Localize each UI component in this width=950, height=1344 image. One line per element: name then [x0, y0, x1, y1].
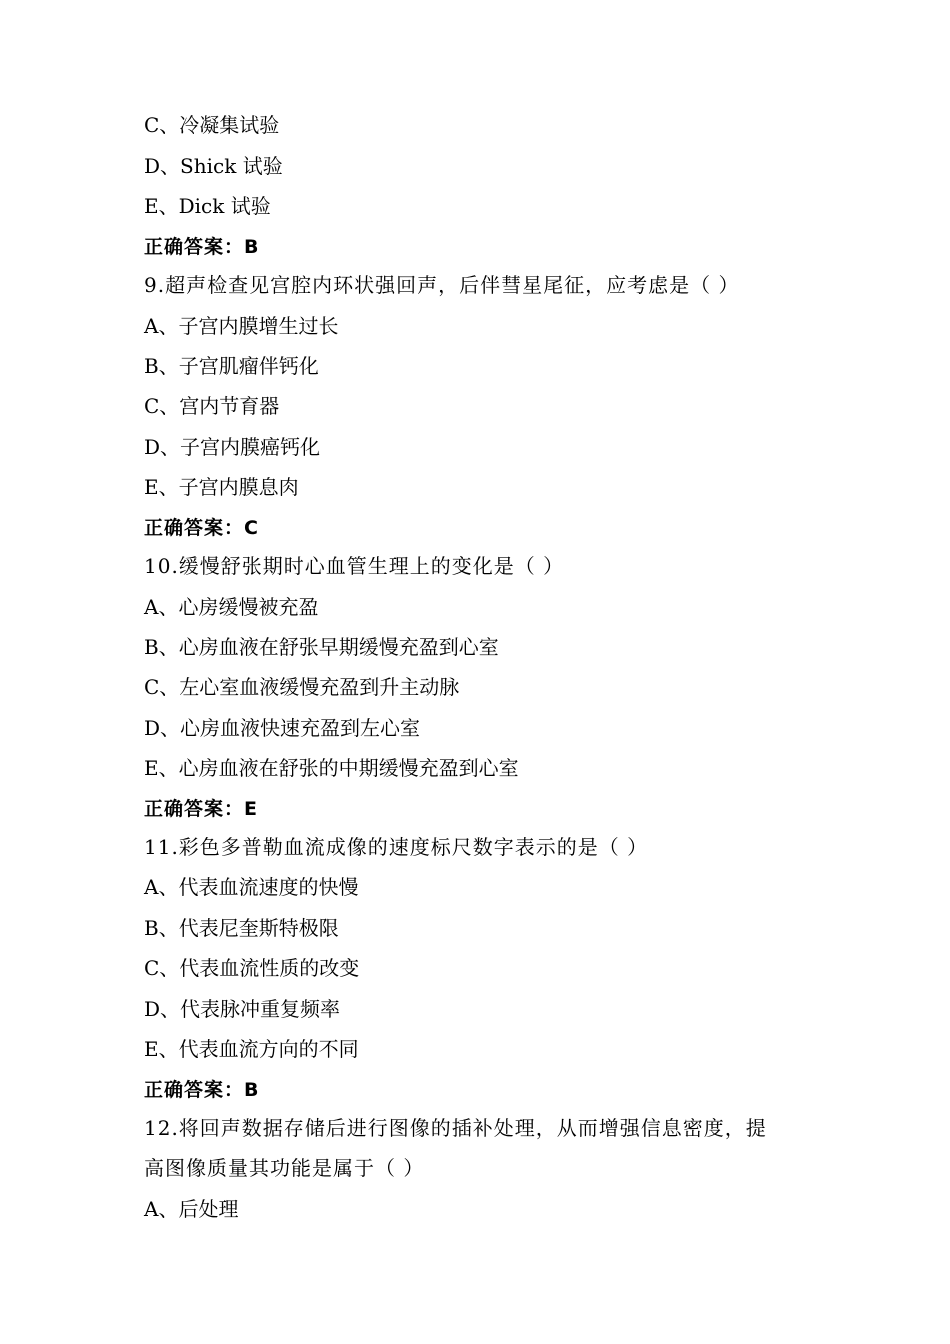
- question-10: 10.缓慢舒张期时心血管生理上的变化是（ ）: [144, 554, 565, 578]
- option-d-q11: D、代表脉冲重复频率: [144, 997, 341, 1021]
- option-e-q10: E、心房血液在舒张的中期缓慢充盈到心室: [144, 756, 519, 780]
- option-c-q11: C、代表血流性质的改变: [144, 956, 360, 980]
- answer-q8: 正确答案：B: [144, 236, 260, 258]
- question-12-line-1: 12.将回声数据存储后进行图像的插补处理，从而增强信息密度，提: [144, 1116, 767, 1140]
- answer-q11: 正确答案：B: [144, 1079, 260, 1101]
- option-b-q9: B、子宫肌瘤伴钙化: [144, 354, 319, 378]
- option-c-q10: C、左心室血液缓慢充盈到升主动脉: [144, 675, 460, 699]
- option-a-q11: A、代表血流速度的快慢: [144, 875, 359, 899]
- option-d-q9: D、子宫内膜癌钙化: [144, 435, 321, 459]
- option-d-q10: D、心房血液快速充盈到左心室: [144, 716, 421, 740]
- option-e-q9: E、子宫内膜息肉: [144, 475, 299, 499]
- option-d-q8: D、Shick 试验: [144, 154, 283, 178]
- option-a-q10: A、心房缓慢被充盈: [144, 595, 319, 619]
- answer-q9: 正确答案：C: [144, 517, 259, 539]
- option-e-q8: E、Dick 试验: [144, 194, 271, 218]
- option-b-q11: B、代表尼奎斯特极限: [144, 916, 339, 940]
- answer-q10: 正确答案：E: [144, 798, 258, 820]
- question-11: 11.彩色多普勒血流成像的速度标尺数字表示的是（ ）: [144, 835, 649, 859]
- option-a-q12: A、后处理: [144, 1197, 239, 1221]
- question-9: 9.超声检查见宫腔内环状强回声，后伴彗星尾征，应考虑是（ ）: [144, 273, 740, 297]
- option-c-q9: C、宫内节育器: [144, 394, 280, 418]
- option-e-q11: E、代表血流方向的不同: [144, 1037, 359, 1061]
- option-a-q9: A、子宫内膜增生过长: [144, 314, 339, 338]
- option-b-q10: B、心房血液在舒张早期缓慢充盈到心室: [144, 635, 499, 659]
- question-12-line-2: 高图像质量其功能是属于（ ）: [144, 1156, 425, 1180]
- option-c-q8: C、冷凝集试验: [144, 113, 280, 137]
